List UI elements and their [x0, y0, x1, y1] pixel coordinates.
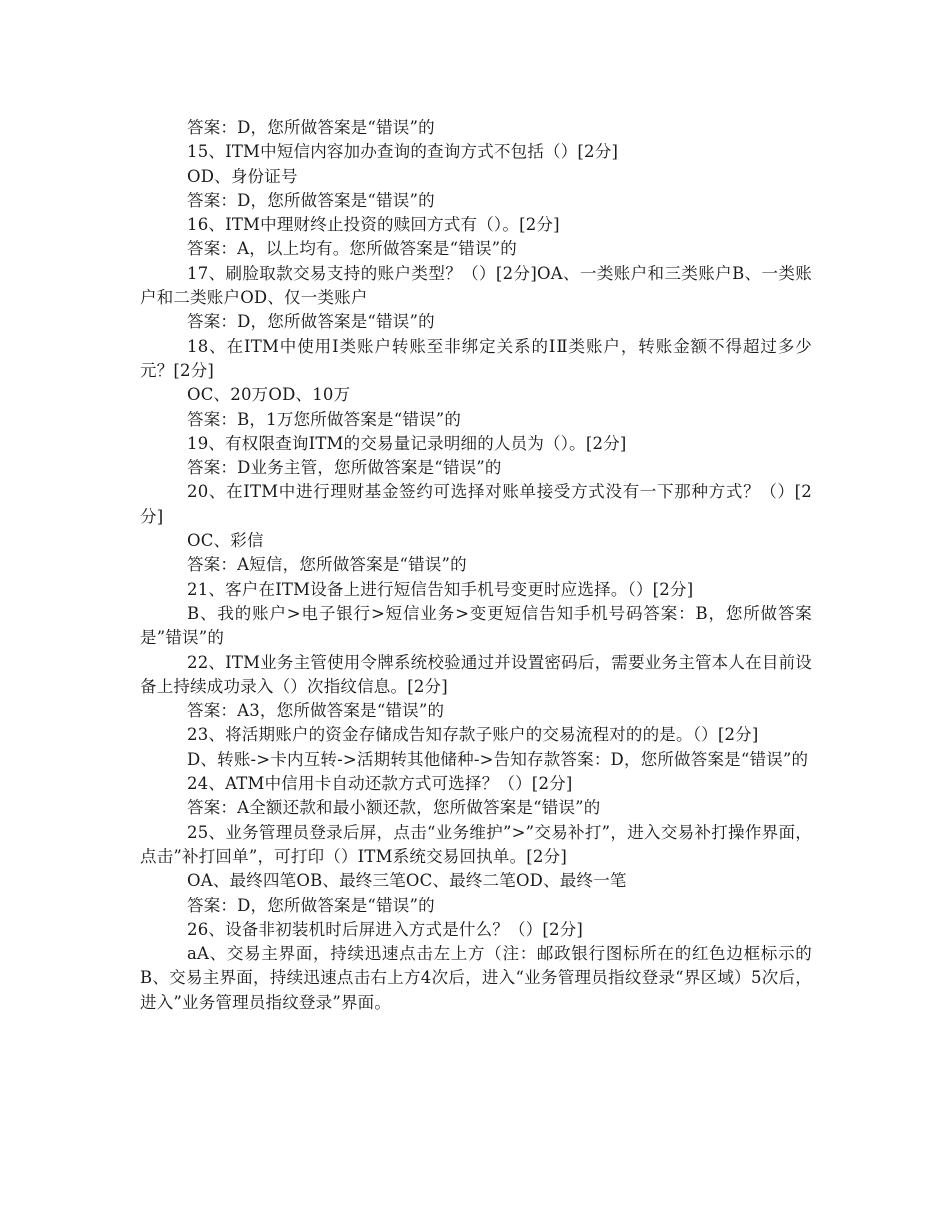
question-24: 24、ATM中信用卡自动还款方式可选择？（）[2分] — [187, 774, 573, 794]
question-22: 22、ITM业务主管使用令牌系统校验通过并设置密码后，需要业务主管本人在目前设备上持续成功录入（）次指纹信息。[2分] — [140, 652, 812, 696]
answer-line: 答案：B，1万您所做答案是“错误”的 — [187, 409, 462, 429]
question-17: 17、刷脸取款交易支持的账户类型？（）[2分]OA、一类账户和三类账户B、一类账户和二类账户OD、仅一类账户 — [140, 263, 812, 308]
question-16: 16、ITM中理财终止投资的赎回方式有（）。[2分] — [187, 215, 560, 235]
answer-line: 答案：D，您所做答案是“错误”的 — [187, 190, 435, 210]
option-answer-line: B、我的账户>电子银行>短信业务>变更短信告知手机号码答案：B，您所做答案是”错误”的 — [140, 603, 812, 648]
question-20: 20、在ITM中进行理财基金签约可选择对账单接受方式没有一下那种方式？（）[2分] — [140, 482, 812, 526]
question-26: 26、设备非初装机时后屏进入方式是什么？（）[2分] — [187, 919, 584, 939]
option-answer-line: D、转账->卡内互转->活期转其他储种->告知存款答案：D，您所做答案是“错误”的 — [187, 749, 809, 769]
answer-line: 答案：D，您所做答案是“错误”的 — [187, 312, 435, 332]
document-body — [140, 116, 812, 1015]
option-line: OC、20万OD、10万 — [187, 385, 351, 405]
answer-line: 答案：D业务主管，您所做答案是“错误”的 — [187, 458, 502, 478]
option-line: OA、最终四笔OB、最终三笔OC、最终二笔OD、最终一笔 — [187, 871, 627, 891]
answer-line: 答案：A短信，您所做答案是“错误”的 — [187, 555, 467, 575]
question-21: 21、客户在ITM设备上进行短信告知手机号变更时应选择。（）[2分] — [187, 579, 694, 599]
answer-line: 答案：A3，您所做答案是“错误”的 — [187, 701, 445, 721]
question-23: 23、将活期账户的资金存储成告知存款子账户的交易流程对的的是。（）[2分] — [187, 725, 759, 745]
option-line: OD、身份证号 — [187, 166, 298, 186]
option-line: OC、彩信 — [187, 531, 264, 551]
question-19: 19、有权限查询ITM的交易量记录明细的人员为（）。[2分] — [187, 433, 627, 453]
question-25: 25、业务管理员登录后屏，点击“业务维护”>”交易补打”，进入交易补打操作界面，点击”补打回单”，可打印（）ITM系统交易回执单。[2分] — [140, 822, 812, 866]
question-18: 18、在ITM中使用I类账户转账至非绑定关系的IⅡ类账户，转账金额不得超过多少元？[2分] — [140, 336, 812, 380]
answer-line: 答案：A全额还款和最小额还款，您所做答案是“错误”的 — [187, 798, 601, 818]
question-15: 15、ITM中短信内容加办查询的查询方式不包括（）[2分] — [187, 142, 619, 162]
option-line: aA、交易主界面，持续迅速点击左上方（注：邮政银行图标所在的红色边框标示的B、交易主界面，持续迅速点击右上方4次后，进入“业务管理员指纹登录“界区域）5次后，进入”业务管理员指纹登录”界面。 — [140, 944, 812, 1012]
answer-line: 答案：A，以上均有。您所做答案是“错误”的 — [187, 239, 517, 259]
answer-line: 答案：D，您所做答案是“错误”的 — [187, 118, 435, 137]
answer-line: 答案：D，您所做答案是“错误”的 — [187, 895, 435, 915]
